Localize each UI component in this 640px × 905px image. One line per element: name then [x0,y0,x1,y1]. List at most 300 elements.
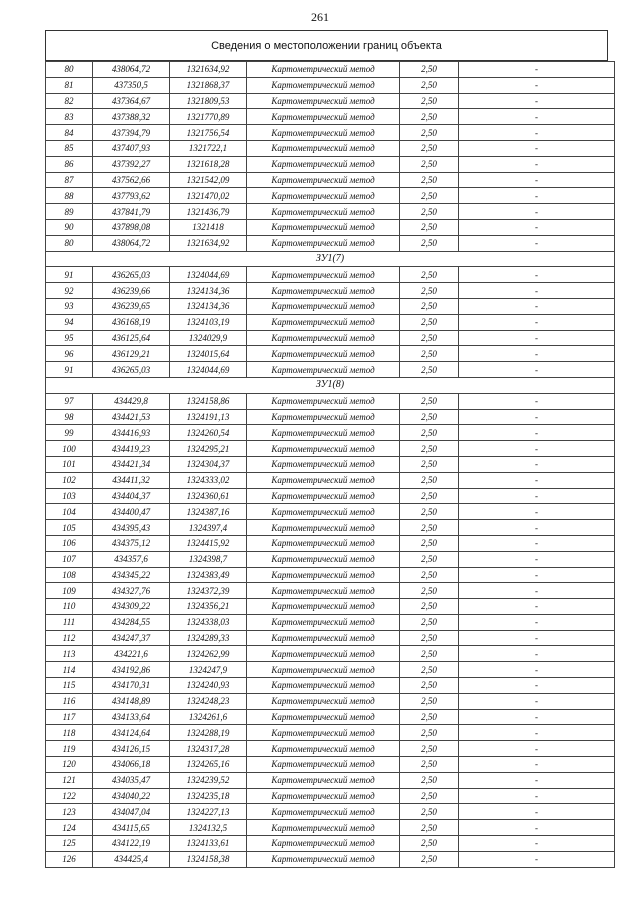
y-coordinate-cell: 1321436,79 [170,204,247,220]
error-cell: 2,50 [400,456,459,472]
error-cell: 2,50 [400,757,459,773]
error-cell: 2,50 [400,725,459,741]
note-cell: - [459,551,615,567]
table-row [46,219,615,235]
note-cell: - [459,535,615,551]
point-number-cell: 90 [46,219,93,235]
table-row [46,630,615,646]
point-number-cell: 104 [46,504,93,520]
point-number-cell: 94 [46,314,93,330]
point-number-cell: 84 [46,125,93,141]
x-coordinate-cell: 437898,08 [93,219,170,235]
note-cell: - [459,757,615,773]
point-number-cell: 92 [46,283,93,299]
table-row [46,662,615,678]
x-coordinate-cell: 436265,03 [93,362,170,378]
method-cell: Картометрический метод [247,362,400,378]
note-cell: - [459,456,615,472]
x-coordinate-cell: 434425,4 [93,851,170,867]
method-cell: Картометрический метод [247,188,400,204]
note-cell: - [459,409,615,425]
x-coordinate-cell: 434375,12 [93,535,170,551]
y-coordinate-cell: 1324261,6 [170,709,247,725]
point-number-cell: 114 [46,662,93,678]
point-number-cell: 115 [46,678,93,694]
table-row [46,456,615,472]
method-cell: Картометрический метод [247,820,400,836]
method-cell: Картометрический метод [247,409,400,425]
method-cell: Картометрический метод [247,788,400,804]
point-number-cell: 95 [46,330,93,346]
note-cell: - [459,725,615,741]
method-cell: Картометрический метод [247,456,400,472]
table-row [46,836,615,852]
coordinates-sheet [45,30,608,868]
y-coordinate-cell: 1324015,64 [170,346,247,362]
y-coordinate-cell: 1324239,52 [170,772,247,788]
method-cell: Картометрический метод [247,441,400,457]
note-cell: - [459,156,615,172]
note-cell: - [459,646,615,662]
error-cell: 2,50 [400,646,459,662]
table-row [46,851,615,867]
table-row [46,298,615,314]
method-cell: Картометрический метод [247,109,400,125]
table-row [46,488,615,504]
x-coordinate-cell: 437394,79 [93,125,170,141]
note-cell: - [459,125,615,141]
method-cell: Картометрический метод [247,851,400,867]
note-cell: - [459,630,615,646]
y-coordinate-cell: 1321809,53 [170,93,247,109]
method-cell: Картометрический метод [247,172,400,188]
y-coordinate-cell: 1324134,36 [170,298,247,314]
method-cell: Картометрический метод [247,535,400,551]
y-coordinate-cell: 1321770,89 [170,109,247,125]
point-number-cell: 117 [46,709,93,725]
method-cell: Картометрический метод [247,330,400,346]
x-coordinate-cell: 438064,72 [93,62,170,78]
x-coordinate-cell: 434148,89 [93,693,170,709]
note-cell: - [459,346,615,362]
method-cell: Картометрический метод [247,77,400,93]
note-cell: - [459,662,615,678]
note-cell: - [459,362,615,378]
note-cell: - [459,520,615,536]
point-number-cell: 98 [46,409,93,425]
method-cell: Картометрический метод [247,298,400,314]
point-number-cell: 113 [46,646,93,662]
table-row [46,504,615,520]
note-cell: - [459,504,615,520]
method-cell: Картометрический метод [247,504,400,520]
x-coordinate-cell: 437364,67 [93,93,170,109]
point-number-cell: 93 [46,298,93,314]
x-coordinate-cell: 434416,93 [93,425,170,441]
table-row [46,330,615,346]
method-cell: Картометрический метод [247,757,400,773]
x-coordinate-cell: 434126,15 [93,741,170,757]
error-cell: 2,50 [400,599,459,615]
error-cell: 2,50 [400,425,459,441]
error-cell: 2,50 [400,409,459,425]
y-coordinate-cell: 1324387,16 [170,504,247,520]
x-coordinate-cell: 437562,66 [93,172,170,188]
error-cell: 2,50 [400,788,459,804]
y-coordinate-cell: 1324265,16 [170,757,247,773]
point-number-cell: 81 [46,77,93,93]
x-coordinate-cell: 436168,19 [93,314,170,330]
error-cell: 2,50 [400,362,459,378]
x-coordinate-cell: 434122,19 [93,836,170,852]
table-row [46,646,615,662]
method-cell: Картометрический метод [247,725,400,741]
error-cell: 2,50 [400,62,459,78]
point-number-cell: 111 [46,614,93,630]
y-coordinate-cell: 1324044,69 [170,267,247,283]
table-row [46,62,615,78]
error-cell: 2,50 [400,804,459,820]
point-number-cell: 108 [46,567,93,583]
y-coordinate-cell: 1324103,19 [170,314,247,330]
note-cell: - [459,788,615,804]
table-row [46,583,615,599]
point-number-cell: 85 [46,140,93,156]
x-coordinate-cell: 434421,53 [93,409,170,425]
method-cell: Картометрический метод [247,156,400,172]
method-cell: Картометрический метод [247,551,400,567]
method-cell: Картометрический метод [247,614,400,630]
x-coordinate-cell: 437841,79 [93,204,170,220]
error-cell: 2,50 [400,520,459,536]
y-coordinate-cell: 1321722,1 [170,140,247,156]
coordinates-table [45,61,615,868]
error-cell: 2,50 [400,283,459,299]
y-coordinate-cell: 1324333,02 [170,472,247,488]
note-cell: - [459,314,615,330]
error-cell: 2,50 [400,820,459,836]
x-coordinate-cell: 436129,21 [93,346,170,362]
x-coordinate-cell: 434133,64 [93,709,170,725]
method-cell: Картометрический метод [247,772,400,788]
y-coordinate-cell: 1321756,54 [170,125,247,141]
table-row [46,567,615,583]
y-coordinate-cell: 1324247,9 [170,662,247,678]
x-coordinate-cell: 434066,18 [93,757,170,773]
error-cell: 2,50 [400,504,459,520]
x-coordinate-cell: 434395,43 [93,520,170,536]
table-row [46,425,615,441]
point-number-cell: 123 [46,804,93,820]
error-cell: 2,50 [400,156,459,172]
coordinates-table-body [46,62,615,868]
error-cell: 2,50 [400,219,459,235]
note-cell: - [459,267,615,283]
table-row [46,757,615,773]
note-cell: - [459,851,615,867]
error-cell: 2,50 [400,709,459,725]
x-coordinate-cell: 436239,65 [93,298,170,314]
x-coordinate-cell: 434047,04 [93,804,170,820]
table-row [46,362,615,378]
note-cell: - [459,709,615,725]
y-coordinate-cell: 1324304,37 [170,456,247,472]
y-coordinate-cell: 1324029,9 [170,330,247,346]
x-coordinate-cell: 434345,22 [93,567,170,583]
error-cell: 2,50 [400,630,459,646]
point-number-cell: 99 [46,425,93,441]
error-cell: 2,50 [400,314,459,330]
table-row [46,551,615,567]
method-cell: Картометрический метод [247,567,400,583]
note-cell: - [459,204,615,220]
error-cell: 2,50 [400,741,459,757]
point-number-cell: 80 [46,62,93,78]
x-coordinate-cell: 434429,8 [93,393,170,409]
y-coordinate-cell: 1324260,54 [170,425,247,441]
y-coordinate-cell: 1324356,21 [170,599,247,615]
method-cell: Картометрический метод [247,125,400,141]
x-coordinate-cell: 434411,32 [93,472,170,488]
note-cell: - [459,283,615,299]
table-row [46,346,615,362]
note-cell: - [459,93,615,109]
point-number-cell: 100 [46,441,93,457]
note-cell: - [459,219,615,235]
note-cell: - [459,298,615,314]
point-number-cell: 86 [46,156,93,172]
table-row [46,172,615,188]
table-row [46,77,615,93]
y-coordinate-cell: 1324317,28 [170,741,247,757]
table-row [46,614,615,630]
y-coordinate-cell: 1324338,03 [170,614,247,630]
y-coordinate-cell: 1324133,61 [170,836,247,852]
error-cell: 2,50 [400,614,459,630]
y-coordinate-cell: 1324158,86 [170,393,247,409]
y-coordinate-cell: 1324383,49 [170,567,247,583]
point-number-cell: 121 [46,772,93,788]
x-coordinate-cell: 437793,62 [93,188,170,204]
point-number-cell: 125 [46,836,93,852]
table-row [46,772,615,788]
table-row [46,788,615,804]
method-cell: Картометрический метод [247,836,400,852]
x-coordinate-cell: 437407,93 [93,140,170,156]
method-cell: Картометрический метод [247,630,400,646]
x-coordinate-cell: 437392,27 [93,156,170,172]
error-cell: 2,50 [400,393,459,409]
y-coordinate-cell: 1324158,38 [170,851,247,867]
y-coordinate-cell: 1324248,23 [170,693,247,709]
x-coordinate-cell: 434247,37 [93,630,170,646]
y-coordinate-cell: 1321634,92 [170,62,247,78]
error-cell: 2,50 [400,851,459,867]
x-coordinate-cell: 434115,65 [93,820,170,836]
point-number-cell: 119 [46,741,93,757]
table-row [46,283,615,299]
y-coordinate-cell: 1324397,4 [170,520,247,536]
method-cell: Картометрический метод [247,393,400,409]
note-cell: - [459,678,615,694]
note-cell: - [459,62,615,78]
method-cell: Картометрический метод [247,583,400,599]
section-header-row [46,377,615,393]
note-cell: - [459,614,615,630]
x-coordinate-cell: 434404,37 [93,488,170,504]
section-header-row [46,251,615,267]
method-cell: Картометрический метод [247,678,400,694]
note-cell: - [459,488,615,504]
method-cell: Картометрический метод [247,235,400,251]
y-coordinate-cell: 1324191,13 [170,409,247,425]
table-row [46,93,615,109]
y-coordinate-cell: 1324360,61 [170,488,247,504]
error-cell: 2,50 [400,551,459,567]
x-coordinate-cell: 434327,76 [93,583,170,599]
y-coordinate-cell: 1324132,5 [170,820,247,836]
y-coordinate-cell: 1324288,19 [170,725,247,741]
method-cell: Картометрический метод [247,425,400,441]
table-row [46,125,615,141]
note-cell: - [459,567,615,583]
y-coordinate-cell: 1321618,28 [170,156,247,172]
point-number-cell: 106 [46,535,93,551]
x-coordinate-cell: 434400,47 [93,504,170,520]
x-coordinate-cell: 436239,66 [93,283,170,299]
y-coordinate-cell: 1324134,36 [170,283,247,299]
table-row [46,235,615,251]
point-number-cell: 116 [46,693,93,709]
note-cell: - [459,836,615,852]
error-cell: 2,50 [400,140,459,156]
x-coordinate-cell: 434419,23 [93,441,170,457]
method-cell: Картометрический метод [247,62,400,78]
note-cell: - [459,472,615,488]
table-row [46,441,615,457]
table-title: Сведения о местоположении границ объекта [45,30,608,61]
point-number-cell: 97 [46,393,93,409]
x-coordinate-cell: 434221,6 [93,646,170,662]
section-label: ЗУ1(7) [46,251,615,267]
error-cell: 2,50 [400,535,459,551]
error-cell: 2,50 [400,93,459,109]
method-cell: Картометрический метод [247,140,400,156]
method-cell: Картометрический метод [247,520,400,536]
method-cell: Картометрический метод [247,283,400,299]
note-cell: - [459,741,615,757]
x-coordinate-cell: 434124,64 [93,725,170,741]
point-number-cell: 102 [46,472,93,488]
note-cell: - [459,441,615,457]
table-row [46,599,615,615]
x-coordinate-cell: 437388,32 [93,109,170,125]
y-coordinate-cell: 1324398,7 [170,551,247,567]
method-cell: Картометрический метод [247,709,400,725]
error-cell: 2,50 [400,662,459,678]
table-row [46,520,615,536]
point-number-cell: 124 [46,820,93,836]
error-cell: 2,50 [400,188,459,204]
table-row [46,741,615,757]
note-cell: - [459,583,615,599]
point-number-cell: 118 [46,725,93,741]
error-cell: 2,50 [400,298,459,314]
point-number-cell: 126 [46,851,93,867]
error-cell: 2,50 [400,109,459,125]
y-coordinate-cell: 1324289,33 [170,630,247,646]
x-coordinate-cell: 436265,03 [93,267,170,283]
table-row [46,472,615,488]
x-coordinate-cell: 434035,47 [93,772,170,788]
method-cell: Картометрический метод [247,646,400,662]
table-row [46,156,615,172]
y-coordinate-cell: 1324295,21 [170,441,247,457]
point-number-cell: 122 [46,788,93,804]
note-cell: - [459,188,615,204]
point-number-cell: 103 [46,488,93,504]
table-row [46,804,615,820]
y-coordinate-cell: 1321470,02 [170,188,247,204]
y-coordinate-cell: 1324227,13 [170,804,247,820]
error-cell: 2,50 [400,472,459,488]
x-coordinate-cell: 434170,31 [93,678,170,694]
error-cell: 2,50 [400,235,459,251]
point-number-cell: 88 [46,188,93,204]
note-cell: - [459,235,615,251]
point-number-cell: 109 [46,583,93,599]
x-coordinate-cell: 434421,34 [93,456,170,472]
y-coordinate-cell: 1324415,92 [170,535,247,551]
table-row [46,188,615,204]
y-coordinate-cell: 1324235,18 [170,788,247,804]
method-cell: Картометрический метод [247,204,400,220]
point-number-cell: 110 [46,599,93,615]
table-row [46,314,615,330]
method-cell: Картометрический метод [247,267,400,283]
error-cell: 2,50 [400,346,459,362]
y-coordinate-cell: 1321634,92 [170,235,247,251]
x-coordinate-cell: 434284,55 [93,614,170,630]
point-number-cell: 91 [46,362,93,378]
method-cell: Картометрический метод [247,804,400,820]
note-cell: - [459,77,615,93]
page-number: 261 [311,10,329,24]
note-cell: - [459,140,615,156]
point-number-cell: 83 [46,109,93,125]
error-cell: 2,50 [400,172,459,188]
error-cell: 2,50 [400,77,459,93]
table-row [46,109,615,125]
table-row [46,409,615,425]
error-cell: 2,50 [400,678,459,694]
point-number-cell: 120 [46,757,93,773]
point-number-cell: 82 [46,93,93,109]
table-row [46,204,615,220]
error-cell: 2,50 [400,693,459,709]
table-row [46,678,615,694]
method-cell: Картометрический метод [247,741,400,757]
x-coordinate-cell: 434040,22 [93,788,170,804]
table-row [46,535,615,551]
method-cell: Картометрический метод [247,219,400,235]
error-cell: 2,50 [400,204,459,220]
error-cell: 2,50 [400,441,459,457]
point-number-cell: 112 [46,630,93,646]
point-number-cell: 80 [46,235,93,251]
note-cell: - [459,804,615,820]
error-cell: 2,50 [400,567,459,583]
